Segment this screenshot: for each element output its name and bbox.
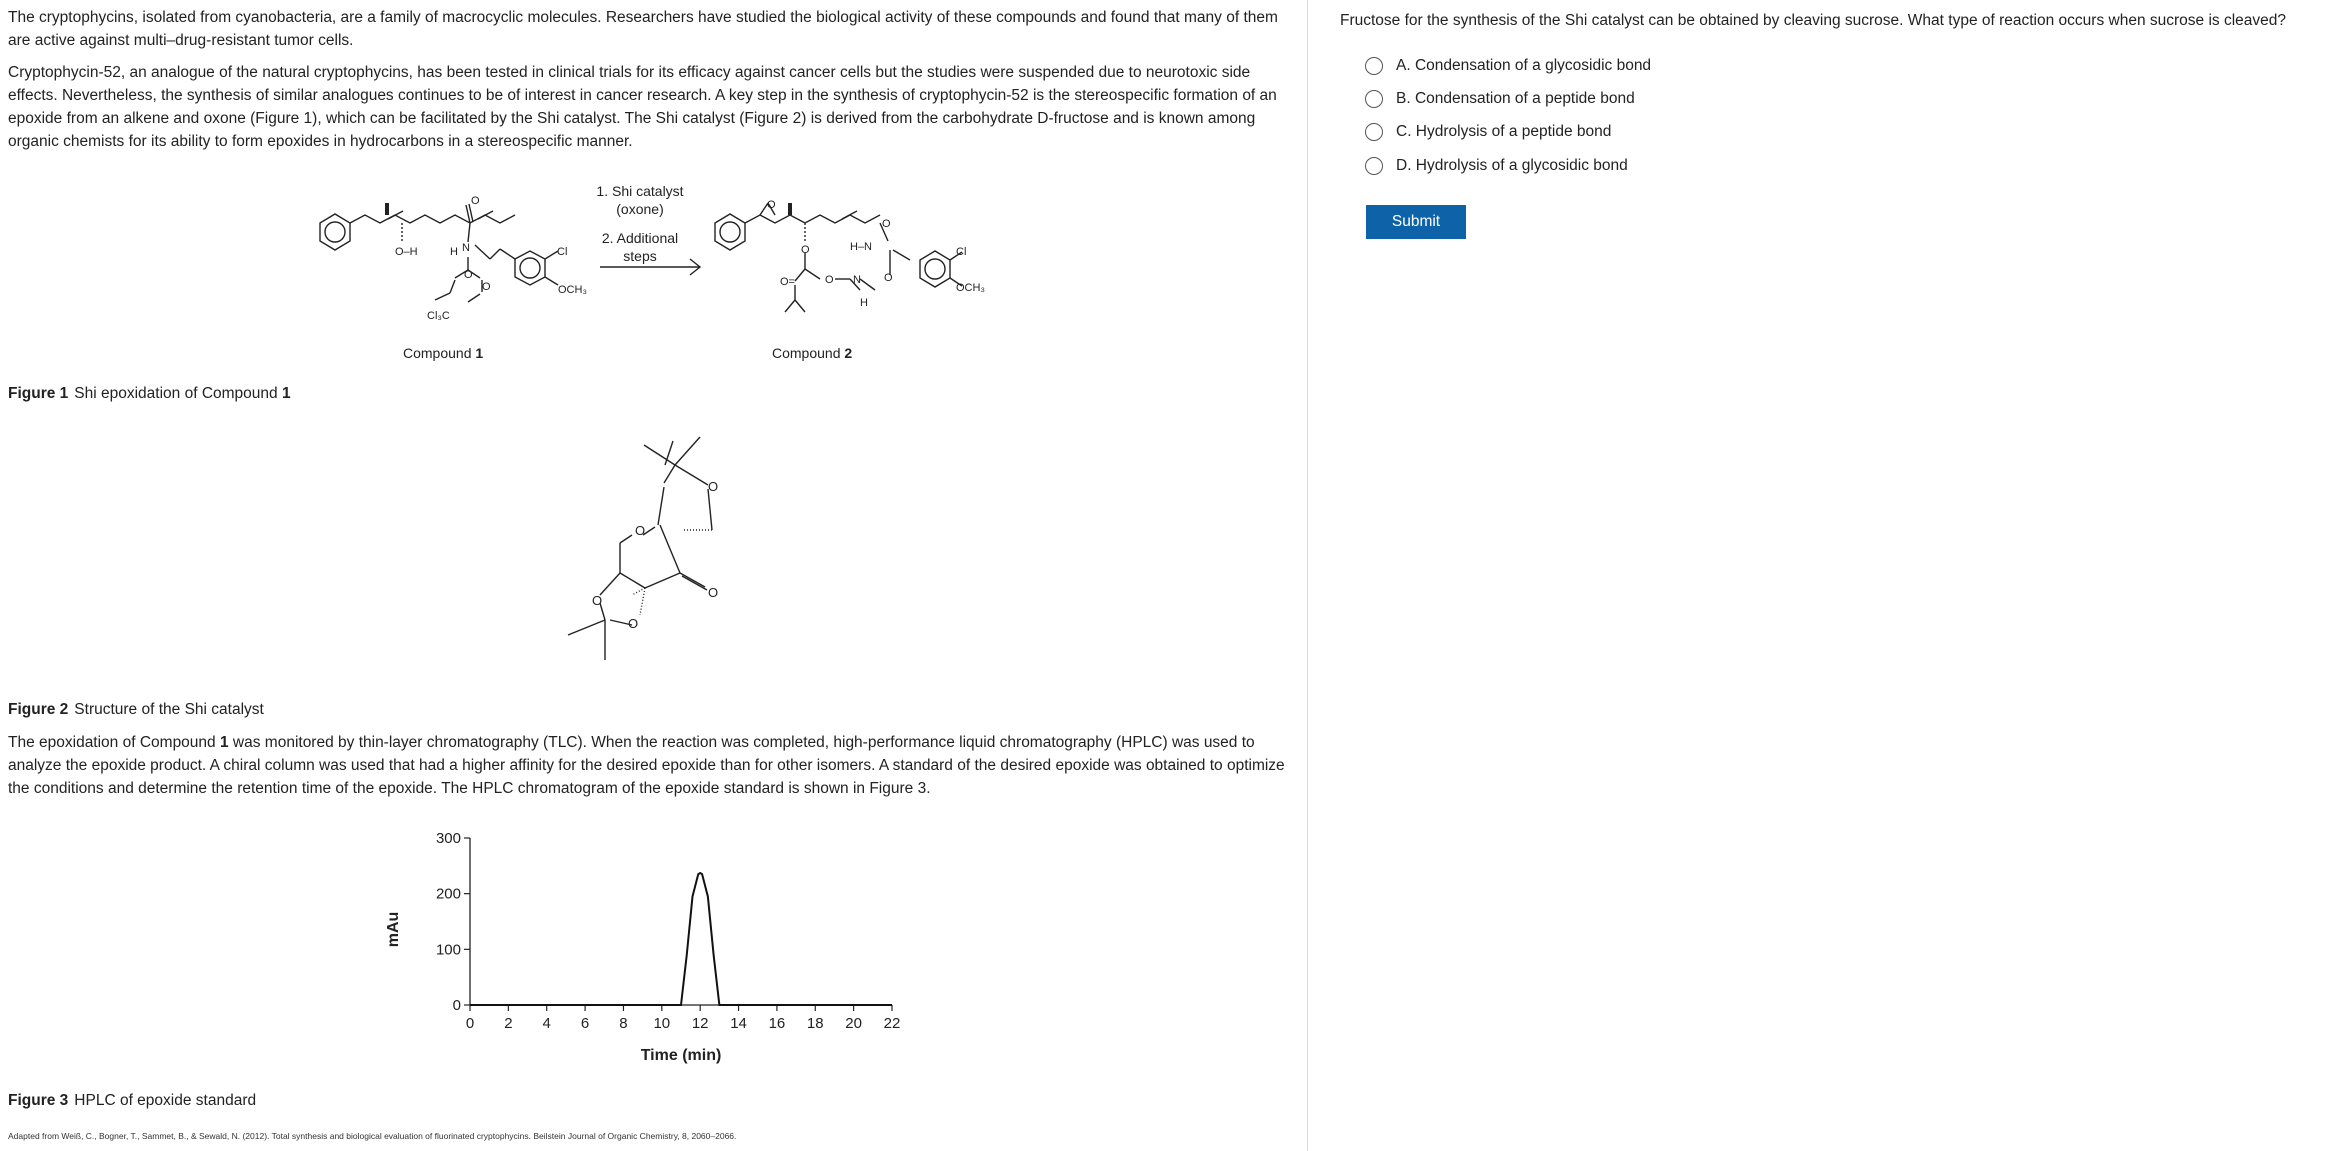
option-a-label: A. Condensation of a glycosidic bond xyxy=(1396,57,1652,74)
x-tick-label: 18 xyxy=(806,1015,824,1032)
option-a[interactable] xyxy=(1365,55,1651,77)
option-c-label: C. Hydrolysis of a peptide bond xyxy=(1396,123,1612,140)
option-b-radio[interactable] xyxy=(1365,90,1383,108)
option-b-label: B. Condensation of a peptide bond xyxy=(1396,90,1635,107)
svg-text:N: N xyxy=(853,274,861,286)
x-tick-label: 4 xyxy=(542,1015,551,1032)
svg-text:H–N: H–N xyxy=(850,241,873,253)
svg-text:H: H xyxy=(450,246,458,258)
option-c[interactable] xyxy=(1365,121,1611,143)
svg-text:O: O xyxy=(708,479,719,494)
figure2-caption: Figure 2 Structure of the Shi catalyst xyxy=(8,701,264,718)
figure1-caption: Figure 1 Shi epoxidation of Compound 1 xyxy=(8,385,291,402)
svg-text:Cl: Cl xyxy=(557,246,568,258)
svg-text:N: N xyxy=(462,242,470,254)
option-d-radio[interactable] xyxy=(1365,157,1383,175)
hplc-chart xyxy=(380,820,920,1080)
svg-text:Cl: Cl xyxy=(956,246,967,258)
figure3-caption: Figure 3 HPLC of epoxide standard xyxy=(8,1092,257,1109)
compound-2-label: Compound 2 xyxy=(772,345,853,361)
backbone-chain-2 xyxy=(745,215,880,223)
y-axis-label: mAu xyxy=(385,911,402,948)
atom-label-oh: O–H xyxy=(395,246,418,258)
submit-button[interactable]: Submit xyxy=(1366,205,1466,239)
svg-text:O: O xyxy=(767,199,776,211)
passage-paragraph-1: The cryptophycins, isolated from cyanobacteria, are a family of macrocyclic molecules. Researchers have studied the biological activity of these compounds and found that many of them are active against multi–drug-resistant tumor cells. xyxy=(8,9,1278,49)
svg-text:O: O xyxy=(592,593,603,608)
passage-paragraph-2: Cryptophycin-52, an analogue of the natural cryptophycins, has been tested in clinical trials for its efficacy against cancer cells but the studies were suspended due to neurotoxic side effects. Nevertheless, the synthesis of similar analogues continues to be of interest in cancer research. A key step in the synthesis of cryptophycin-52 is the stereospecific formation of an epoxide from an alkene and oxone (Figure 1), which can be facilitated by the Shi catalyst. The Shi catalyst (Figure 2) is derived from the carbohydrate D-fructose and is known among organic chemists for its ability to form epoxides in hydrocarbons in a stereospecific manner. xyxy=(8,64,1277,150)
shi-catalyst-structure xyxy=(560,435,760,675)
svg-text:O: O xyxy=(882,218,891,230)
compound-1-label: Compound 1 xyxy=(403,345,484,361)
svg-text:O=: O= xyxy=(780,276,795,288)
x-tick-label: 8 xyxy=(619,1015,628,1032)
y-tick-label: 100 xyxy=(435,941,461,959)
svg-text:O: O xyxy=(471,195,480,207)
aromatic-circle-1 xyxy=(325,222,345,242)
svg-text:Cl₃C: Cl₃C xyxy=(427,310,450,322)
reaction-step-2: 2. Additional steps xyxy=(601,230,679,264)
x-tick-label: 22 xyxy=(883,1015,901,1032)
x-tick-label: 10 xyxy=(653,1015,671,1032)
reaction-step-1: 1. Shi catalyst (oxone) xyxy=(596,183,684,217)
svg-text:O: O xyxy=(884,272,893,284)
y-tick-label: 0 xyxy=(452,997,461,1014)
x-tick-label: 14 xyxy=(730,1015,747,1032)
question-stem: Fructose for the synthesis of the Shi catalyst can be obtained by cleaving sucrose. What type of reaction occurs when sucrose is cleaved? xyxy=(1340,12,2286,29)
option-a-radio[interactable] xyxy=(1365,57,1383,75)
svg-text:O: O xyxy=(482,281,491,293)
x-axis-label: Time (min) xyxy=(640,1047,722,1064)
svg-text:OCH₃: OCH₃ xyxy=(558,284,587,296)
option-b[interactable] xyxy=(1365,88,1635,110)
svg-text:O: O xyxy=(801,244,810,256)
svg-text:O: O xyxy=(825,274,834,286)
y-tick-label: 300 xyxy=(435,830,461,847)
svg-text:O: O xyxy=(628,616,639,631)
passage-paragraph-3: The epoxidation of Compound 1 was monitored by thin-layer chromatography (TLC). When the reaction was completed, high-performance liquid chromatography (HPLC) was used to analyze the epoxide product. A chiral column was used that had a higher affinity for the desired epoxide than for other isomers. A standard of the desired epoxide was obtained to optimize the conditions and determine the retention time of the epoxide. The HPLC chromatogram of the epoxide standard is shown in Figure 3. xyxy=(8,734,1285,797)
chromatogram-trace xyxy=(470,873,892,1005)
svg-text:H: H xyxy=(860,297,868,309)
x-tick-label: 16 xyxy=(768,1015,786,1032)
backbone-chain-1 xyxy=(350,215,515,223)
option-d-label: D. Hydrolysis of a glycosidic bond xyxy=(1396,157,1628,174)
svg-text:O: O xyxy=(464,269,473,281)
question-pane xyxy=(1309,0,2331,1151)
x-tick-label: 6 xyxy=(580,1015,590,1032)
option-c-radio[interactable] xyxy=(1365,123,1383,141)
svg-text:O: O xyxy=(635,523,646,538)
x-tick-label: 2 xyxy=(504,1015,513,1032)
source-footnote: Adapted from Weiß, C., Bogner, T., Sammet, B., & Sewald, N. (2012). Total synthesis and biological evaluation of fluorinated cryptophycins. Beilstein Journal of Organic Chemistry, 8, 2060–2066. xyxy=(8,1131,737,1141)
y-tick-label: 200 xyxy=(435,885,461,903)
x-tick-label: 20 xyxy=(845,1015,862,1032)
x-tick-label: 12 xyxy=(691,1015,709,1032)
option-d[interactable] xyxy=(1365,155,1628,177)
x-tick-label: 0 xyxy=(465,1015,475,1032)
svg-text:OCH₃: OCH₃ xyxy=(956,282,985,294)
svg-text:O: O xyxy=(708,585,719,600)
